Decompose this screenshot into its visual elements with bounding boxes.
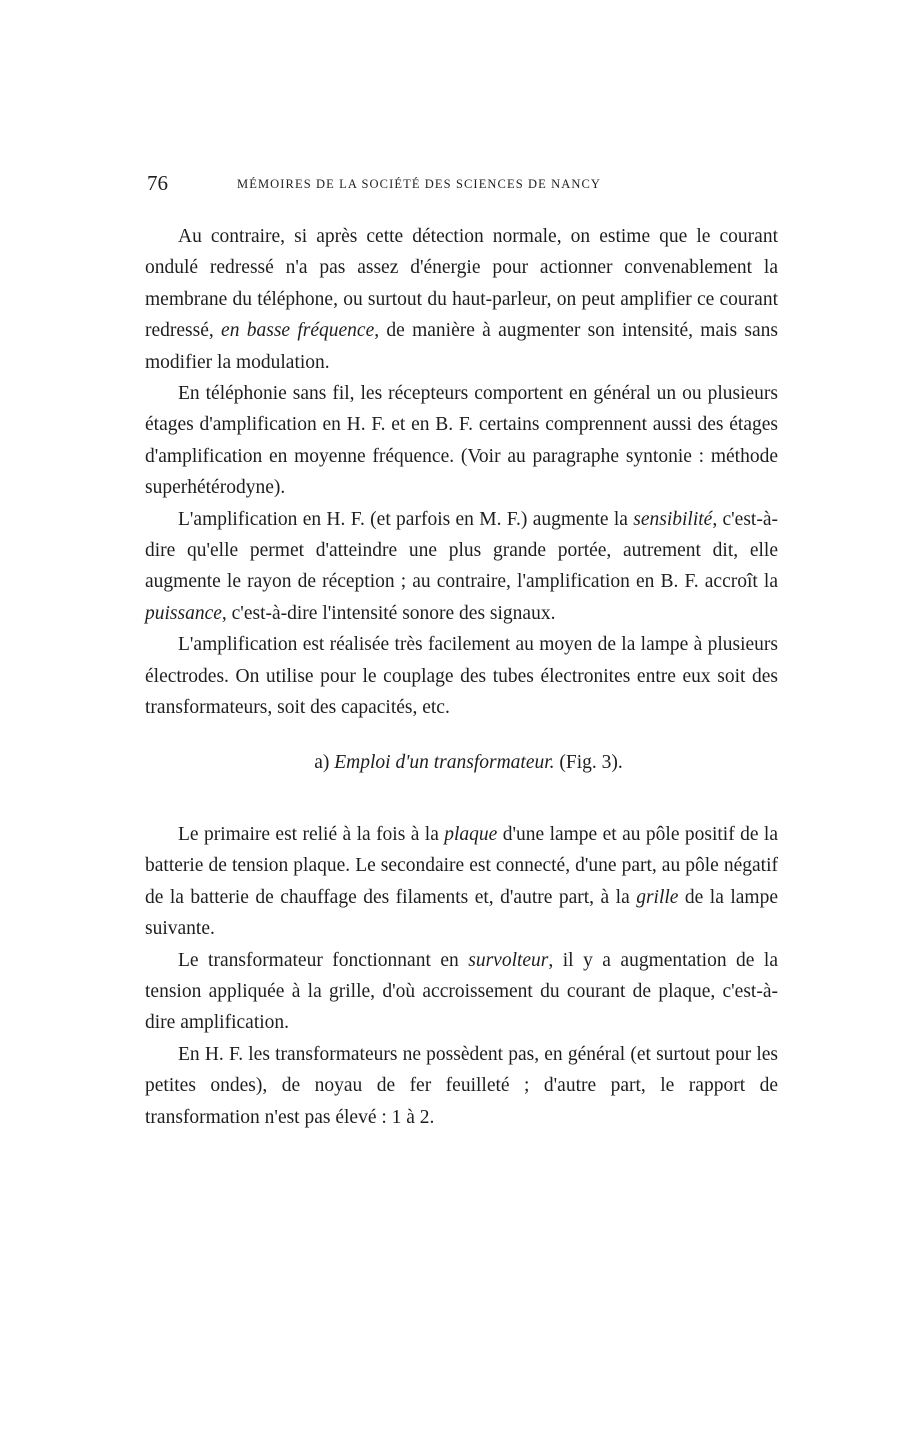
paragraph-group-intro: [145, 221, 778, 724]
text-run: L'amplification est réalisée très facilement au moyen de la lampe à plusieurs électrodes. On utilise pour le couplage des tubes électronites entre eux soit des transformateurs, soit des capacités, etc.: [145, 634, 778, 719]
section-heading: [145, 747, 778, 778]
paragraph-group-transformer: [145, 819, 778, 1133]
body-text: [145, 221, 778, 1133]
text-run: d'une lampe et au pôle positif de la batterie de tension plaque. Le secondaire est connecté, d'une part, au pôle négatif de la batterie de chauffage des filaments et, d'autre part, à la: [145, 823, 778, 908]
text-run: , il y a augmentation de la tension appliquée à la grille, d'où accroissement du courant de plaque, c'est-à-dire amplification.: [145, 949, 779, 1034]
spacer: [145, 778, 778, 819]
text-run: En téléphonie sans fil, les récepteurs comportent en général un ou plusieurs étages d'amplification en H. F. et en B. F. certains comprennent aussi des étages d'amplification en moyenne fréquence. (Voir au paragraphe syntonie : méthode superhétérodyne).: [145, 383, 778, 499]
section-heading-title: Emploi d'un transformateur.: [334, 751, 555, 773]
paragraph: [145, 1039, 778, 1133]
italic-term: survolteur: [468, 949, 549, 971]
paragraph: [145, 221, 778, 378]
text-run: , de manière à augmenter son intensité, mais sans modifier la modulation.: [145, 320, 778, 373]
page-number: 76: [147, 171, 168, 195]
italic-term: grille: [636, 886, 679, 908]
italic-term: puissance: [145, 602, 222, 624]
italic-term: plaque: [444, 823, 498, 845]
text-run: , c'est-à-dire l'intensité sonore des signaux.: [221, 602, 556, 624]
paragraph: [145, 819, 778, 945]
paragraph: [145, 504, 778, 630]
journal-title: MÉMOIRES DE LA SOCIÉTÉ DES SCIENCES DE NANCY: [237, 177, 602, 191]
text-run: Le primaire est relié à la fois à la: [178, 823, 445, 845]
text-run: Le transformateur fonctionnant en: [178, 949, 469, 971]
spacer: [145, 724, 778, 747]
paragraph: [145, 378, 778, 504]
paragraph: [145, 945, 778, 1039]
section-heading-prefix: a): [314, 751, 335, 773]
text-run: En H. F. les transformateurs ne possèdent pas, en général (et surtout pour les petites ondes), de noyau de fer feuilleté ; d'autre part, le rapport de transformation n'est pas élevé : 1 à 2.: [145, 1043, 778, 1128]
text-run: Au contraire, si après cette détection normale, on estime que le courant ondulé redressé n'a pas assez d'énergie pour actionner convenablement la membrane du téléphone, ou surtout du haut-parleur, on peut amplifier ce courant redressé,: [145, 226, 778, 342]
paragraph: [145, 629, 778, 723]
italic-term: en basse fréquence: [221, 320, 375, 342]
section-heading-suffix: (Fig. 3).: [554, 751, 623, 773]
italic-term: sensibilité: [633, 508, 713, 530]
running-head: [147, 170, 777, 196]
text-run: L'amplification en H. F. (et parfois en M. F.) augmente la: [178, 508, 634, 530]
text-run: , c'est-à-dire qu'elle permet d'atteindre une plus grande portée, autrement dit, elle augmente le rayon de réception ; au contraire, l'amplification en B. F. accroît la: [145, 508, 778, 593]
text-run: de la lampe suivante.: [145, 886, 778, 940]
